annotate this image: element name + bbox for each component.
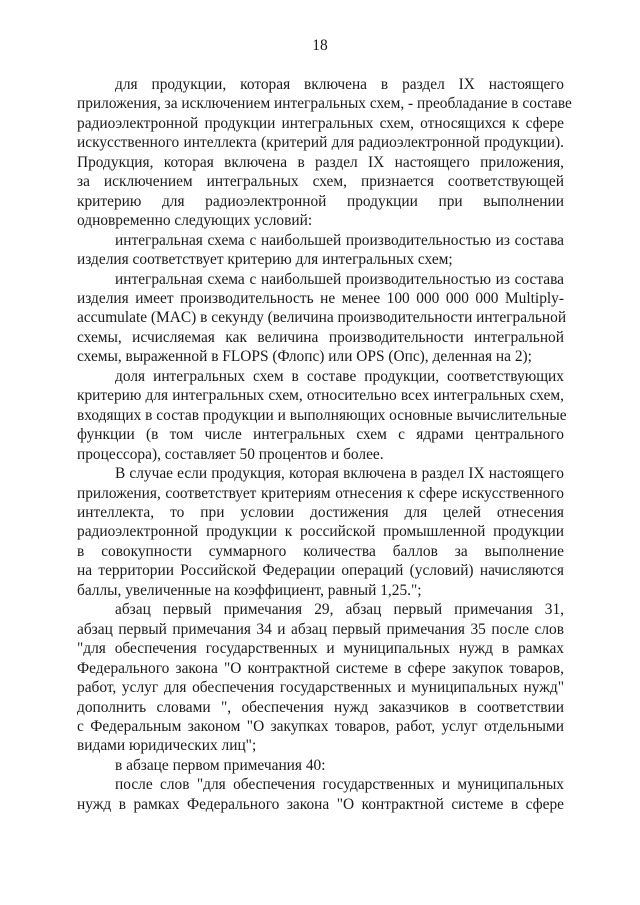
text-line: в совокупности суммарного количества баллов за выполнение (77, 542, 564, 560)
text-line: доля интегральных схем в составе продукции, соответствующих (115, 367, 564, 385)
text-line: интегральная схема с наибольшей производительностью из состава (115, 231, 564, 249)
text-line: изделия соответствует критерию для интегральных схем; (77, 251, 453, 269)
text-line: схемы, исчисляемая как величина производительности интегральной (77, 328, 564, 346)
text-line: одновременно следующих условий: (77, 212, 313, 230)
text-line: "для обеспечения государственных и муниципальных нужд в рамках (77, 640, 564, 658)
text-line: приложения, за исключением интегральных схем, - преобладание в составе (77, 95, 572, 113)
paragraph (77, 464, 564, 600)
text-line: баллы, увеличенные на коэффициент, равный 1,25."; (77, 581, 422, 599)
text-line: Федерального закона "О контрактной системе в сфере закупок товаров, (77, 659, 564, 677)
paragraph (77, 756, 564, 775)
paragraph (77, 270, 567, 367)
text-line: в абзаце первом примечания 40: (115, 756, 326, 774)
page-number: 18 (312, 37, 328, 54)
text-line: нужд в рамках Федерального закона "О контрактной системе в сфере (77, 795, 564, 813)
text-line: В случае если продукция, которая включена в раздел IX настоящего (115, 465, 564, 483)
text-line: для продукции, которая включена в раздел IX настоящего (115, 76, 564, 93)
text-line: абзац первый примечания 34 и абзац первый примечания 35 после слов (77, 620, 564, 638)
paragraph (77, 231, 564, 270)
text-line: входящих в состав продукции и выполняющих основные вычислительные (77, 406, 567, 424)
text-line: интегральная схема с наибольшей производительностью из состава (115, 270, 564, 288)
document-body (77, 75, 572, 814)
text-line: процессора), составляет 50 процентов и более. (77, 445, 384, 463)
text-line: искусственного интеллекта (критерий для радиоэлектронной продукции). (77, 134, 564, 152)
text-line: критерию для радиоэлектронной продукции при выполнении (77, 192, 564, 210)
text-line: абзац первый примечания 29, абзац первый примечания 31, (115, 601, 564, 619)
text-line: радиоэлектронной продукции к российской промышленной продукции (77, 523, 564, 541)
text-line: интеллекта, то при условии достижения для целей отнесения (77, 503, 564, 521)
text-line: работ, услуг для обеспечения государственных и муниципальных нужд" (77, 679, 564, 697)
paragraph (77, 75, 572, 231)
text-line: функции (в том числе интегральных схем с ядрами центрального (77, 426, 564, 444)
paragraph (77, 775, 564, 814)
text-line: приложения, соответствует критериям отнесения к сфере искусственного (77, 484, 564, 502)
text-line: дополнить словами ", обеспечения нужд заказчиков в соответствии (77, 698, 564, 716)
text-line: после слов "для обеспечения государственных и муниципальных (115, 776, 564, 794)
text-line: схемы, выраженной в FLOPS (Флопс) или OPS (Опс), деленная на 2); (77, 348, 532, 366)
text-line: видами юридических лиц"; (77, 737, 257, 755)
text-line: с Федеральным законом "О закупках товаров, работ, услуг отдельными (77, 717, 564, 735)
paragraph (77, 367, 567, 464)
paragraph (77, 600, 564, 756)
text-line: изделия имеет производительность не менее 100 000 000 000 Multiply- (77, 289, 564, 307)
text-line: за исключением интегральных схем, признается соответствующей (77, 173, 564, 191)
text-line: Продукция, которая включена в раздел IX настоящего приложения, (77, 153, 564, 171)
text-line: радиоэлектронной продукции интегральных схем, относящихся к сфере (77, 114, 564, 132)
text-line: на территории Российской Федерации операций (условий) начисляются (77, 562, 564, 580)
text-line: accumulate (MAC) в секунду (величина производительности интегральной (77, 309, 567, 327)
text-line: критерию для интегральных схем, относительно всех интегральных схем, (77, 387, 564, 405)
